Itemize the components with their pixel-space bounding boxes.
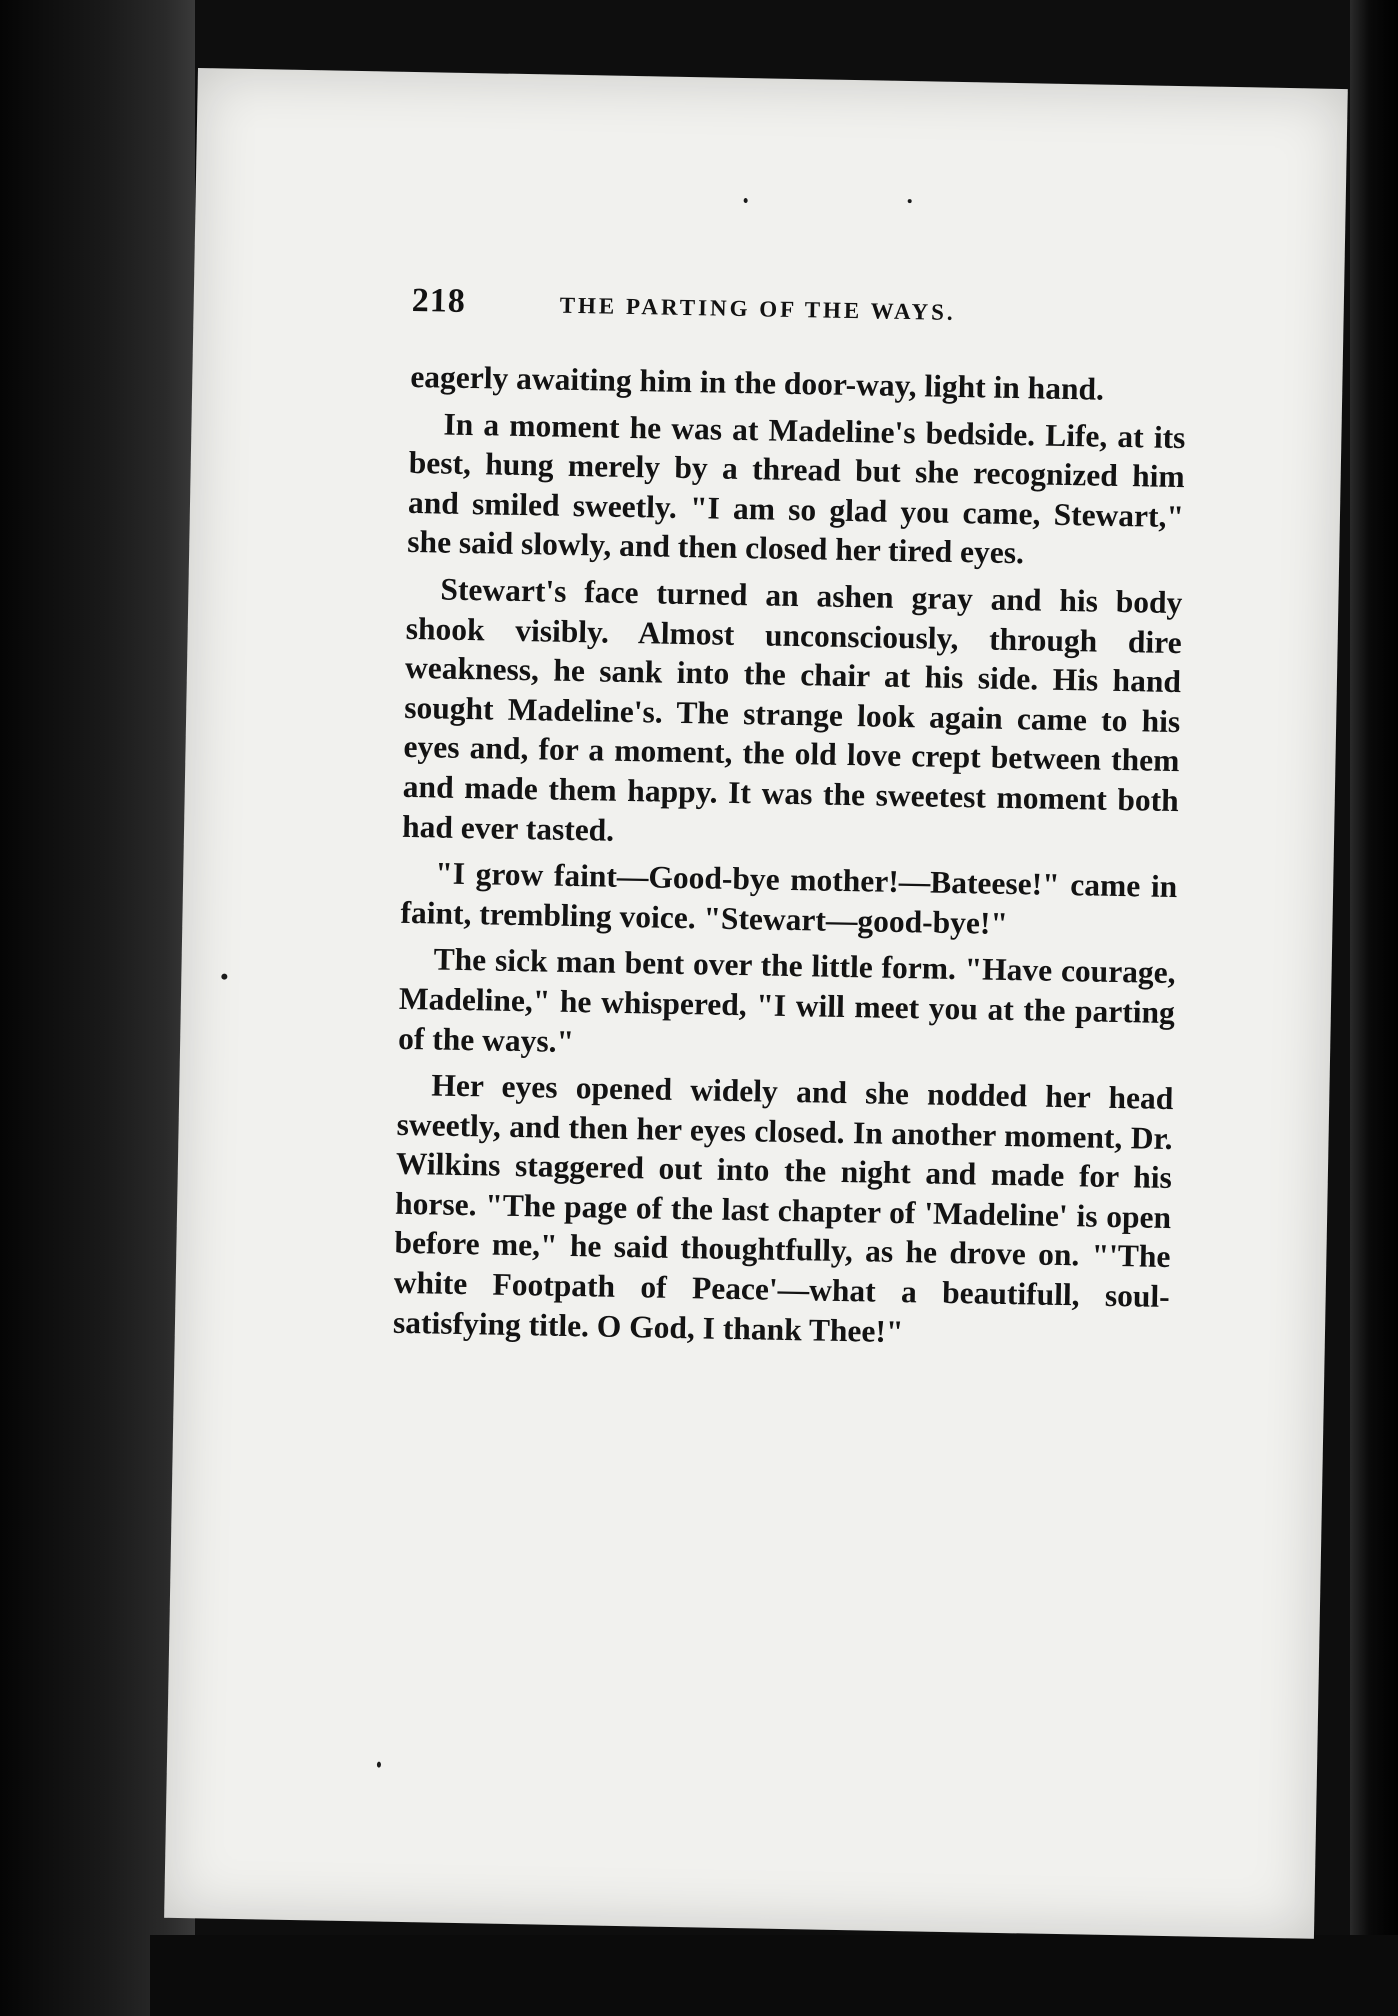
- scan-speck: [221, 974, 227, 980]
- paragraph: Stewart's face turned an ashen gray and his body shook visibly. Almost unconsciously, through dire weakness, he sank into the chair at his side. His hand sought Madeline's. The strange look again came to his eyes and, for a moment, the old love crept between them and made them happy. It was the sweetest moment both had ever tasted.: [401, 571, 1183, 848]
- page-right-edge: [1350, 0, 1398, 2016]
- scan-speck: [377, 1762, 381, 1768]
- paragraph: eagerly awaiting him in the door-way, light in hand.: [410, 358, 1105, 407]
- paragraph: The sick man bent over the little form. "Have courage, Madeline," he whispered, "I will meet you at the parting of the ways.": [397, 941, 1176, 1059]
- book-binding-edge: [0, 0, 195, 2016]
- running-header: [411, 282, 1212, 357]
- page-bottom-shadow: [150, 1935, 1398, 2016]
- book-page: [164, 68, 1348, 1939]
- paragraph: "I grow faint—Good-bye mother!—Bateese!" came in faint, trembling voice. "Stewart—good-bye!": [400, 855, 1178, 941]
- paragraph: In a moment he was at Madeline's bedside. Life, at its best, hung merely by a thread but she recognized him and smiled sweetly. "I am so glad you came, Stewart," she said slowly, and then closed her tired eyes.: [407, 406, 1186, 571]
- scan-speck: [908, 199, 912, 203]
- body-text: [393, 357, 1187, 1363]
- running-title: THE PARTING OF THE WAYS.: [559, 292, 956, 325]
- page-number: 218: [411, 281, 467, 320]
- scan-speck: [744, 198, 748, 203]
- paragraph: Her eyes opened widely and she nodded her head sweetly, and then her eyes closed. In another moment, Dr. Wilkins staggered out into the night and made for his horse. "The page of the last chapter of 'Madeline' is open before me," he said thoughtfully, as he drove on. "'The white Footpath of Peace'—what a beautifull, soul-satisfying title. O God, I thank Thee!": [392, 1067, 1174, 1349]
